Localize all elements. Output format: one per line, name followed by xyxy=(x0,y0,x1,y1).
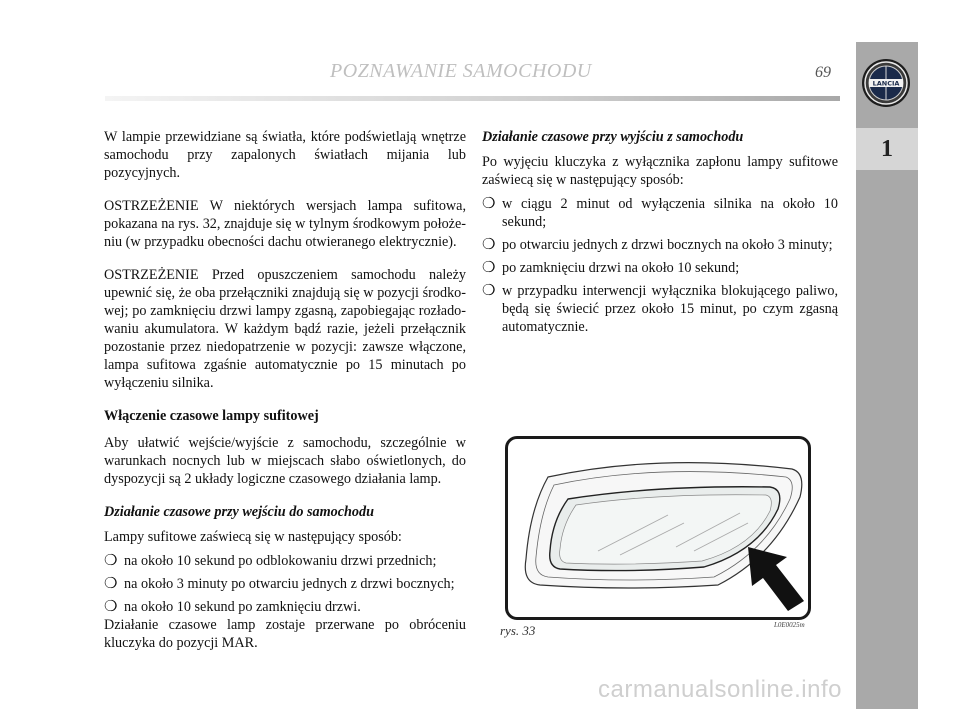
list-item xyxy=(482,236,838,254)
subheading-entry: Działanie czasowe przy wejściu do samochodu xyxy=(104,504,374,520)
list-item xyxy=(482,259,838,277)
section-heading-timed-lighting: Włączenie czasowe lampy sufitowej xyxy=(104,408,319,424)
list-item-text: w przypadku interwencji wyłącznika blokującego paliwo, będą się świecić przez około 15 minut, po czym zgasną automatycznie. xyxy=(502,283,838,335)
left-column xyxy=(104,128,466,667)
paragraph-timed-logic: Aby ułatwić wejście/wyjście z samochodu, szczególnie w warunkach nocnych lub w miejscach słabo oświetlonych, do dyspozycji są 2 układy logiczne czasowego działania lamp. xyxy=(104,435,466,487)
subheading-exit: Działanie czasowe przy wyjściu z samochodu xyxy=(482,129,744,145)
figure-ceiling-lamp xyxy=(505,436,811,620)
list-item-text: po otwarciu jednych z drzwi bocznych na około 3 minuty; xyxy=(502,237,833,253)
watermark: carmanualsonline.info xyxy=(598,676,842,703)
paragraph-lamp-lights: W lampie przewidziane są światła, które podświetlają wnętrze samochodu przy zapalonych światłach mijania lub pozycyjnych. xyxy=(104,129,466,181)
bullet-icon: ❍ xyxy=(482,237,496,253)
figure-caption: rys. 33 xyxy=(500,623,536,638)
list-item-text: na około 10 sekund po odblokowaniu drzwi przednich; xyxy=(124,553,437,569)
pointer-arrow-icon xyxy=(748,547,804,611)
section-title: POZNAWANIE SAMOCHODU xyxy=(330,60,592,82)
entry-intro: Lampy sufitowe zaświecą się w następujący sposób: xyxy=(104,529,402,545)
list-item xyxy=(482,195,838,231)
list-item xyxy=(104,575,466,593)
page-number: 69 xyxy=(815,64,831,81)
paragraph-warning-switches: OSTRZEŻENIE Przed opuszczeniem samochodu należy upewnić się, że oba przełączniki znajdują się w pozycji środko-wej; po zamknięciu drzwi lampy zgasną, zapobiegając rozłado-waniu akumulatora. W każdym bądź razie, jeżeli przełącznik pozostanie przez niedopatrzenie w pozycji: zawsze włączone, lampa sufitowa zgaśnie automatycznie po 15 minutach po wyłączeniu silnika. xyxy=(104,267,466,391)
list-item-text: na około 10 sekund po zamknięciu drzwi. xyxy=(124,599,361,615)
bullet-icon: ❍ xyxy=(482,283,496,299)
list-item-text: w ciągu 2 minut od wyłączenia silnika na około 10 sekund; xyxy=(502,196,838,230)
list-item xyxy=(482,282,838,336)
bullet-icon: ❍ xyxy=(104,599,118,615)
list-item-text: na około 3 minuty po otwarciu jednych z drzwi bocznych; xyxy=(124,576,455,592)
right-column xyxy=(482,128,838,341)
list-item xyxy=(104,598,466,616)
ceiling-lamp-illustration xyxy=(508,439,808,617)
bullet-icon: ❍ xyxy=(482,260,496,276)
lancia-logo-icon xyxy=(860,57,912,109)
paragraph-interruption: Działanie czasowe lamp zostaje przerwane po obróceniu kluczyka do pozycji MAR. xyxy=(104,617,466,651)
list-item xyxy=(104,552,466,570)
chapter-number: 1 xyxy=(856,128,918,170)
bullet-icon: ❍ xyxy=(104,576,118,592)
figure-code: L0E0025m xyxy=(774,621,805,629)
header-rule xyxy=(105,96,840,101)
bullet-icon: ❍ xyxy=(482,196,496,212)
bullet-icon: ❍ xyxy=(104,553,118,569)
logo-wordmark: LANCIA xyxy=(872,79,900,88)
paragraph-warning-position: OSTRZEŻENIE W niektórych wersjach lampa sufitowa, pokazana na rys. 32, znajduje się w tylnym środkowym położe-niu (w przypadku obecności dachu otwieranego elektrycznie). xyxy=(104,198,466,250)
list-item-text: po zamknięciu drzwi na około 10 sekund; xyxy=(502,260,740,276)
exit-intro: Po wyjęciu kluczyka z wyłącznika zapłonu lampy sufitowe zaświecą się w następujący sposób: xyxy=(482,154,838,188)
